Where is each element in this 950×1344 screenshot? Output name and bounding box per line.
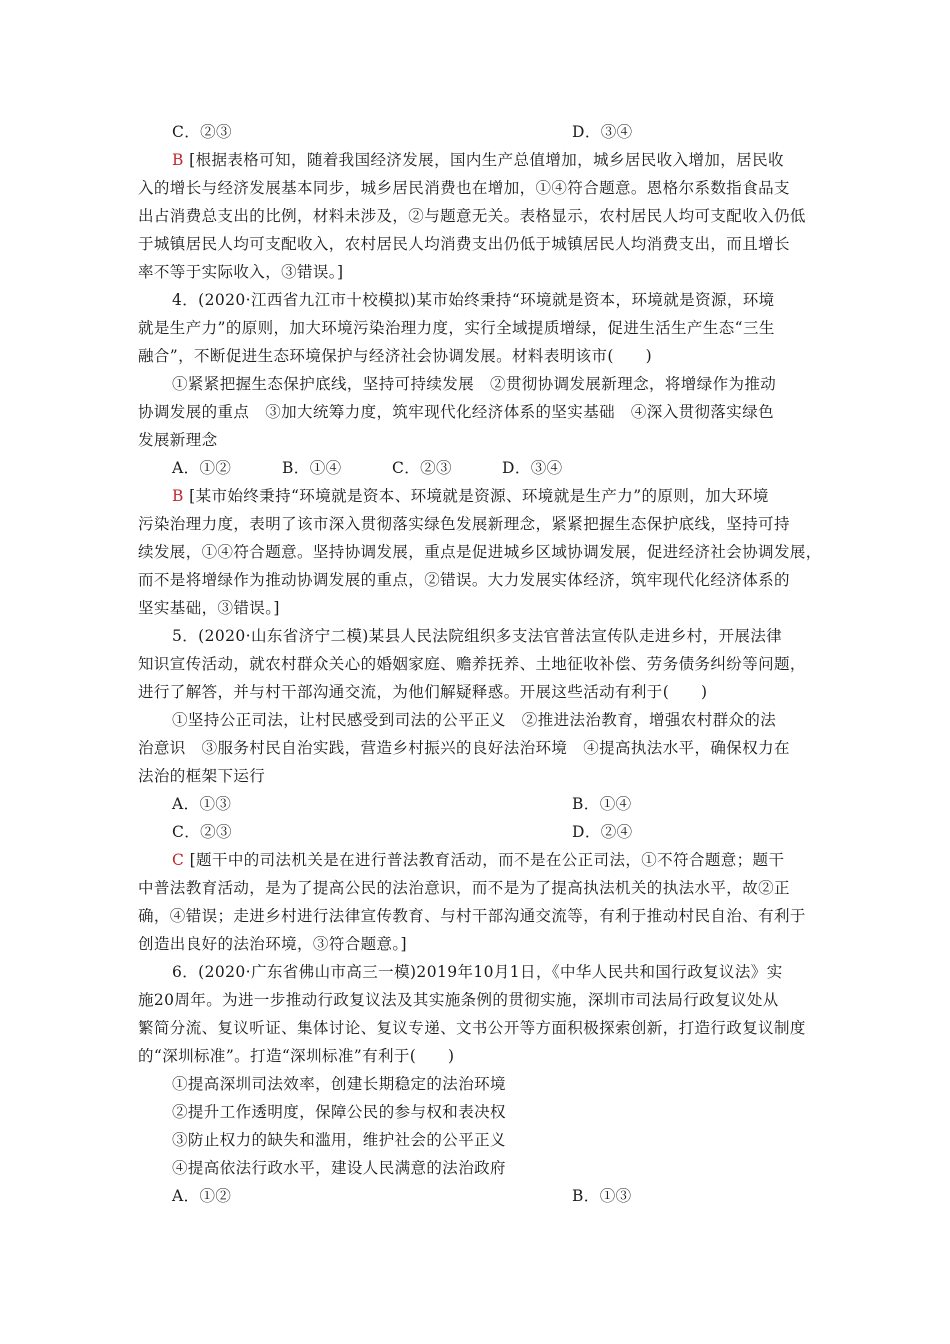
q5-items-line-3: 法治的框架下运行 — [138, 767, 266, 785]
q4-stem-line-1: 4．(2020·江西省九江市十校模拟)某市始终秉持“环境就是资本，环境就是资源，环境 — [172, 291, 775, 309]
q5-option-d: D．②④ — [572, 823, 633, 841]
q4-explain-line-3: 续发展，①④符合题意。坚持协调发展，重点是促进城乡区域协调发展，促进经济社会协调发展， — [138, 543, 822, 561]
q4-explain-line-1: B [某市始终秉持“环境就是资本、环境就是资源、环境就是生产力”的原则，加大环境 — [172, 487, 769, 505]
q3-options-cd — [172, 122, 852, 142]
q3-explain-line-4: 于城镇居民人均可支配收入，农村居民人均消费支出仍低于城镇居民人均消费支出，而且增长 — [138, 235, 790, 253]
q5-stem-line-2: 知识宣传活动，就农村群众关心的婚姻家庭、赡养抚养、土地征收补偿、劳务债务纠纷等问题， — [138, 655, 806, 673]
q3-answer: B — [172, 151, 184, 169]
q6-options-ab — [172, 1186, 852, 1206]
q6-item-3: ③防止权力的缺失和滥用，维护社会的公平正义 — [172, 1131, 506, 1149]
q5-explain-line-3: 确，④错误；走进乡村进行法律宣传教育、与村干部沟通交流等，有利于推动村民自治、有利于 — [138, 907, 806, 925]
q5-explain-line-2: 中普法教育活动，是为了提高公民的法治意识，而不是为了提高执法机关的执法水平，故②正 — [138, 879, 790, 897]
q5-stem-line-3: 进行了解答，并与村干部沟通交流，为他们解疑释惑。开展这些活动有利于( ) — [138, 683, 708, 701]
q4-stem-line-2: 就是生产力”的原则，加大环境污染治理力度，实行全域提质增绿，促进生活生产生态“三生 — [138, 319, 775, 337]
q3-explain-line-3: 出占消费总支出的比例，材料未涉及，②与题意无关。表格显示，农村居民人均可支配收入仍低 — [138, 207, 806, 225]
q6-item-2: ②提升工作透明度，保障公民的参与权和表决权 — [172, 1103, 506, 1121]
q5-option-c: C．②③ — [172, 823, 232, 841]
q5-options-ab — [172, 794, 852, 814]
q6-stem-line-1: 6．(2020·广东省佛山市高三一模)2019年10月1日，《中华人民共和国行政复议法》实 — [172, 963, 783, 981]
q6-item-1: ①提高深圳司法效率，创建长期稳定的法治环境 — [172, 1075, 506, 1093]
q3-explain-line-1: B [根据表格可知，随着我国经济发展，国内生产总值增加，城乡居民收入增加，居民收 — [172, 151, 784, 169]
q4-answer: B — [172, 487, 184, 505]
q6-stem-line-2: 施20周年。为进一步推动行政复议法及其实施条例的贯彻实施，深圳市司法局行政复议处从 — [138, 991, 779, 1009]
q5-explain-line-4: 创造出良好的法治环境，③符合题意。] — [138, 935, 407, 953]
q5-items-line-1: ①坚持公正司法，让村民感受到司法的公平正义 ②推进法治教育，增强农村群众的法 — [172, 711, 777, 729]
q5-options-cd — [172, 822, 852, 842]
q4-stem-line-3: 融合”，不断促进生态环境保护与经济社会协调发展。材料表明该市( ) — [138, 347, 653, 365]
q4-option-b: B．①④ — [282, 459, 342, 477]
q4-explain-line-5: 坚实基础，③错误。] — [138, 599, 280, 617]
q4-options — [172, 458, 852, 478]
q6-stem-line-3: 繁简分流、复议听证、集体讨论、复议专递、文书公开等方面积极探索创新，打造行政复议制度 — [138, 1019, 806, 1037]
q5-option-a: A．①③ — [172, 795, 232, 813]
q3-explain-line-2: 入的增长与经济发展基本同步，城乡居民消费也在增加，①④符合题意。恩格尔系数指食品支 — [138, 179, 790, 197]
q4-explain-line-4: 而不是将增绿作为推动协调发展的重点，②错误。大力发展实体经济，筑牢现代化经济体系的 — [138, 571, 790, 589]
q6-stem-line-4: 的“深圳标准”。打造“深圳标准”有利于( ) — [138, 1047, 455, 1065]
q4-option-a: A．①② — [172, 459, 232, 477]
q4-option-c: C．②③ — [392, 459, 452, 477]
q3-option-d: D．③④ — [572, 123, 633, 141]
q5-explain-line-1: C [题干中的司法机关是在进行普法教育活动，而不是在公正司法，①不符合题意；题干 — [172, 851, 785, 869]
q6-item-4: ④提高依法行政水平，建设人民满意的法治政府 — [172, 1159, 506, 1177]
q6-option-a: A．①② — [172, 1187, 232, 1205]
q6-option-b: B．①③ — [572, 1187, 632, 1205]
q5-answer: C — [172, 851, 185, 869]
q4-explain-line-2: 污染治理力度，表明了该市深入贯彻落实绿色发展新理念，紧紧把握生态保护底线，坚持可持 — [138, 515, 790, 533]
q4-items-line-2: 协调发展的重点 ③加大统筹力度，筑牢现代化经济体系的坚实基础 ④深入贯彻落实绿色 — [138, 403, 775, 421]
q5-items-line-2: 治意识 ③服务村民自治实践，营造乡村振兴的良好法治环境 ④提高执法水平，确保权力在 — [138, 739, 790, 757]
q3-option-c: C．②③ — [172, 123, 232, 141]
q5-option-b: B．①④ — [572, 795, 632, 813]
q4-option-d: D．③④ — [502, 459, 563, 477]
q4-items-line-1: ①紧紧把握生态保护底线，坚持可持续发展 ②贯彻协调发展新理念，将增绿作为推动 — [172, 375, 777, 393]
q4-items-line-3: 发展新理念 — [138, 431, 218, 449]
q3-explain-line-5: 率不等于实际收入，③错误。] — [138, 263, 344, 281]
q5-stem-line-1: 5．(2020·山东省济宁二模)某县人民法院组织多支法官普法宣传队走进乡村，开展法律 — [172, 627, 783, 645]
